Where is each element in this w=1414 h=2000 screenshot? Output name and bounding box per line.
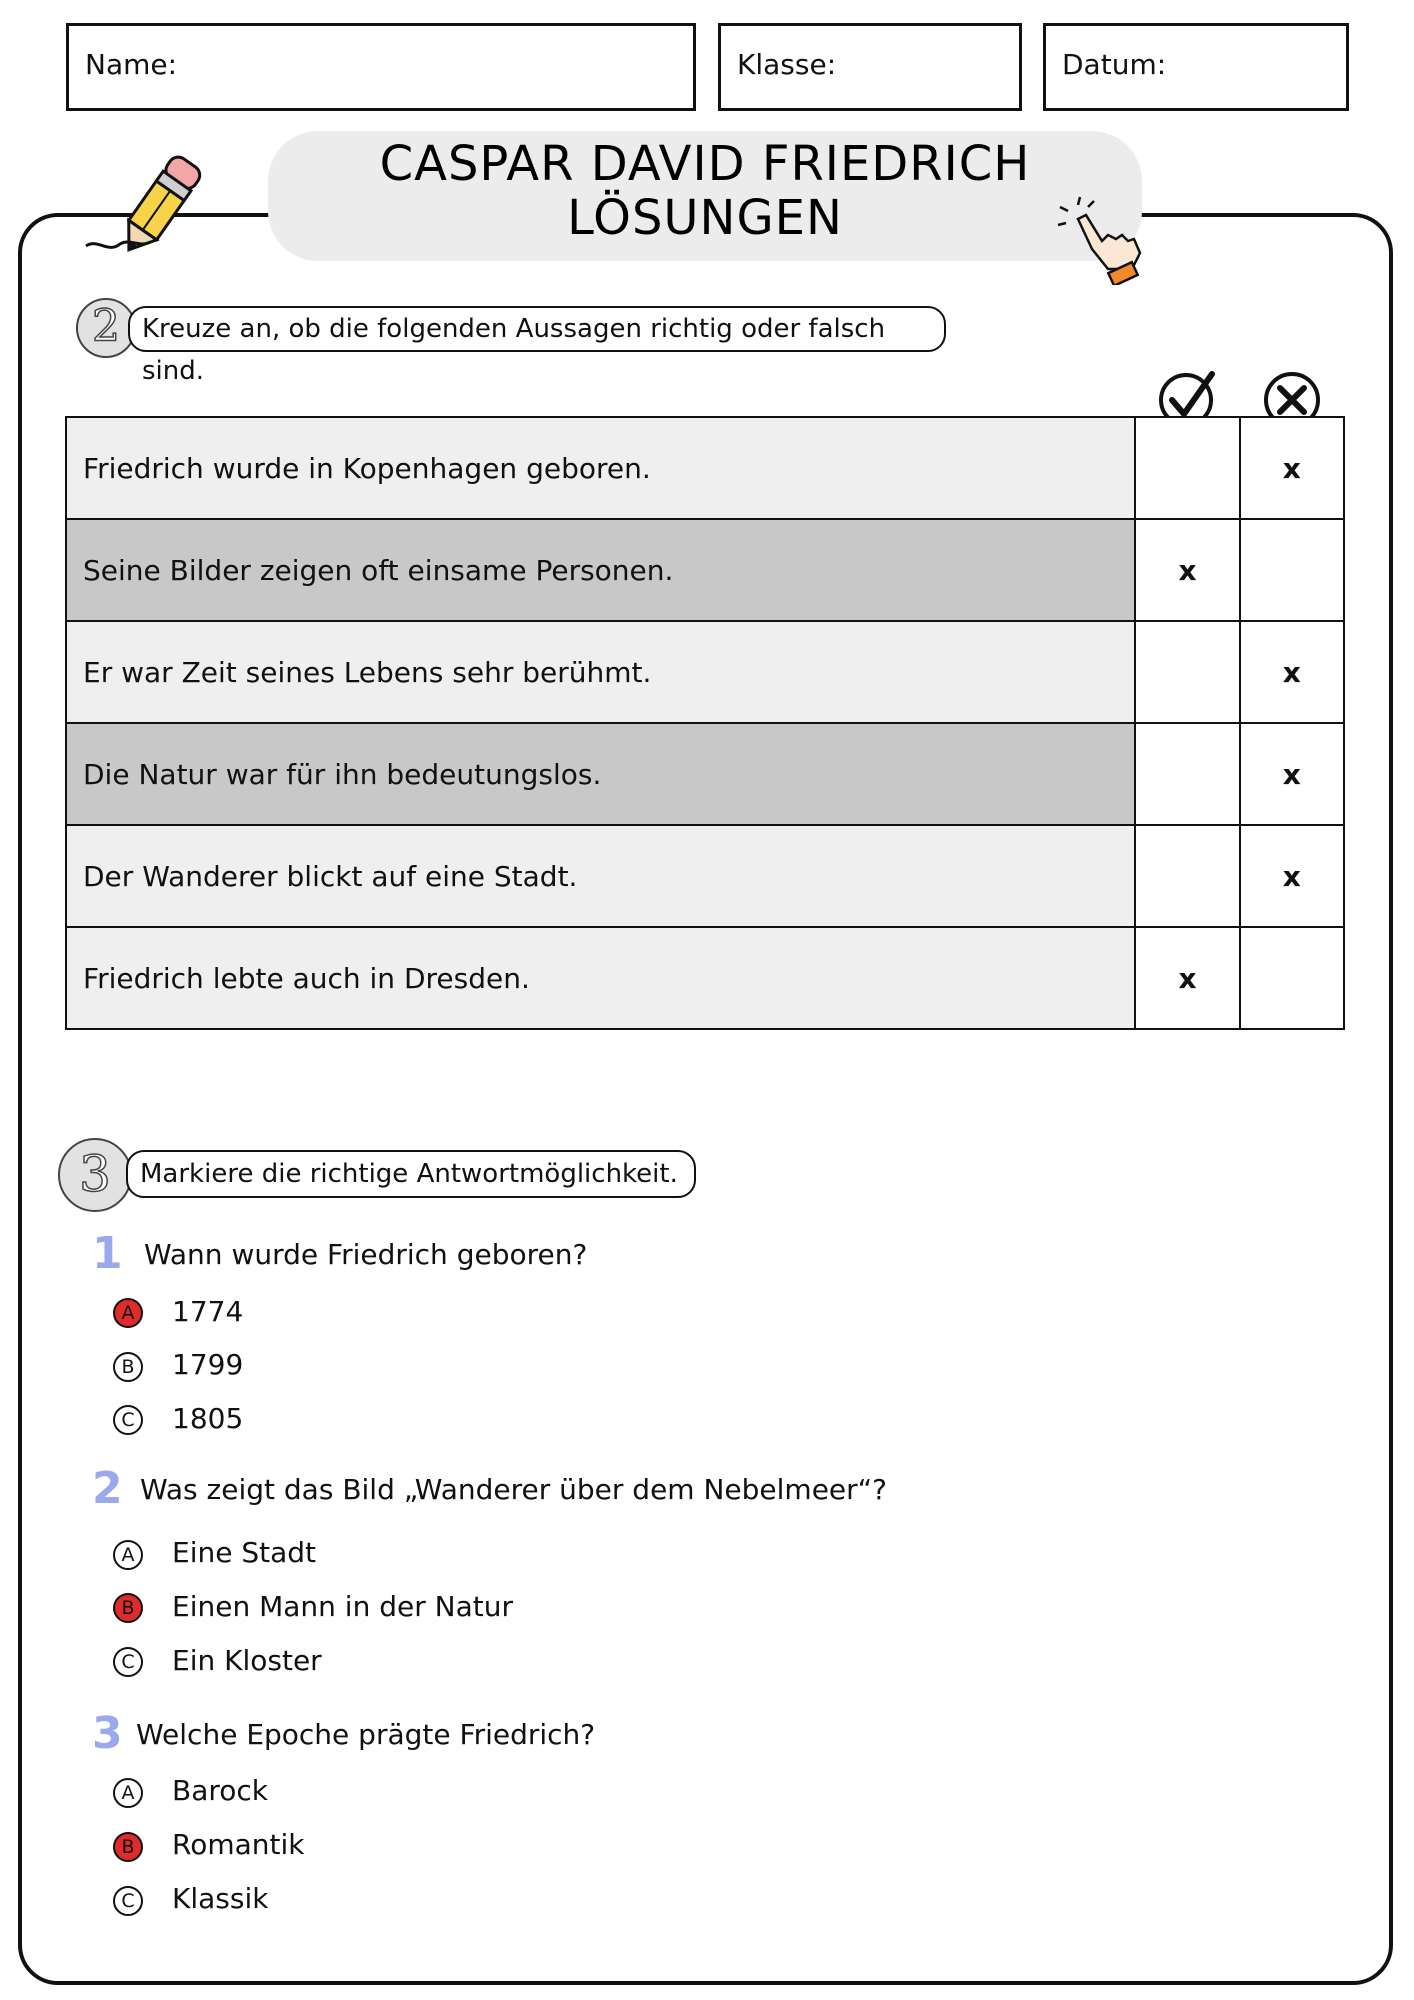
- statement-cell: Seine Bilder zeigen oft einsame Personen.: [66, 519, 1135, 621]
- title-line-1: CASPAR DAVID FRIEDRICH: [379, 136, 1031, 192]
- class-label: Klasse:: [737, 48, 837, 81]
- pointing-hand-icon: [1056, 195, 1146, 285]
- option-b-marker[interactable]: B: [113, 1832, 143, 1862]
- option-b-text: Romantik: [172, 1828, 305, 1861]
- question-3-text: Welche Epoche prägte Friedrich?: [136, 1718, 596, 1751]
- statement-cell: Friedrich lebte auch in Dresden.: [66, 927, 1135, 1029]
- option-b-text: Einen Mann in der Natur: [172, 1590, 513, 1623]
- richtig-cell[interactable]: [1135, 417, 1239, 519]
- statement-cell: Er war Zeit seines Lebens sehr berühmt.: [66, 621, 1135, 723]
- falsch-cell[interactable]: x: [1240, 417, 1344, 519]
- name-field[interactable]: [66, 23, 696, 111]
- falsch-cell[interactable]: x: [1240, 723, 1344, 825]
- option-a-marker[interactable]: A: [113, 1298, 143, 1328]
- statement-cell: Der Wanderer blickt auf eine Stadt.: [66, 825, 1135, 927]
- option-a-text: 1774: [172, 1295, 244, 1328]
- question-2-number: 2: [92, 1463, 123, 1514]
- statement-cell: Friedrich wurde in Kopenhagen geboren.: [66, 417, 1135, 519]
- task-2-number: 2: [76, 298, 136, 358]
- option-c-marker[interactable]: C: [113, 1405, 143, 1435]
- question-3-number: 3: [92, 1708, 123, 1759]
- richtig-cell[interactable]: x: [1135, 519, 1239, 621]
- task-3-instruction: Markiere die richtige Antwortmöglichkeit.: [126, 1150, 696, 1198]
- richtig-cell[interactable]: [1135, 621, 1239, 723]
- option-c-text: Ein Kloster: [172, 1644, 322, 1677]
- falsch-cell[interactable]: [1240, 519, 1344, 621]
- statement-cell: Die Natur war für ihn bedeutungslos.: [66, 723, 1135, 825]
- falsch-cell[interactable]: x: [1240, 621, 1344, 723]
- class-field[interactable]: [718, 23, 1022, 111]
- name-label: Name:: [85, 48, 178, 81]
- table-row: [66, 417, 1344, 519]
- option-a-marker[interactable]: A: [113, 1540, 143, 1570]
- richtig-cell[interactable]: [1135, 723, 1239, 825]
- page-title: [268, 131, 1142, 261]
- date-label: Datum:: [1062, 48, 1167, 81]
- task-3-number: 3: [58, 1138, 132, 1212]
- option-a-marker[interactable]: A: [113, 1778, 143, 1808]
- table-row: [66, 927, 1344, 1029]
- option-c-text: 1805: [172, 1402, 244, 1435]
- pencil-icon: [78, 148, 213, 263]
- option-b-marker[interactable]: B: [113, 1593, 143, 1623]
- option-c-text: Klassik: [172, 1882, 269, 1915]
- true-false-table: [65, 416, 1345, 1030]
- table-row: [66, 825, 1344, 927]
- option-b-text: 1799: [172, 1348, 244, 1381]
- richtig-cell[interactable]: x: [1135, 927, 1239, 1029]
- table-row: [66, 519, 1344, 621]
- date-field[interactable]: [1043, 23, 1349, 111]
- table-row: [66, 621, 1344, 723]
- question-2-text: Was zeigt das Bild „Wanderer über dem Nebelmeer“?: [140, 1473, 888, 1506]
- question-1-number: 1: [92, 1228, 123, 1279]
- falsch-cell[interactable]: [1240, 927, 1344, 1029]
- option-c-marker[interactable]: C: [113, 1886, 143, 1916]
- falsch-cell[interactable]: x: [1240, 825, 1344, 927]
- option-a-text: Eine Stadt: [172, 1536, 317, 1569]
- task-2-instruction: Kreuze an, ob die folgenden Aussagen richtig oder falsch sind.: [128, 306, 946, 352]
- question-1-text: Wann wurde Friedrich geboren?: [144, 1238, 588, 1271]
- table-row: [66, 723, 1344, 825]
- option-b-marker[interactable]: B: [113, 1352, 143, 1382]
- option-c-marker[interactable]: C: [113, 1647, 143, 1677]
- richtig-cell[interactable]: [1135, 825, 1239, 927]
- option-a-text: Barock: [172, 1774, 269, 1807]
- title-line-2: LÖSUNGEN: [567, 190, 843, 246]
